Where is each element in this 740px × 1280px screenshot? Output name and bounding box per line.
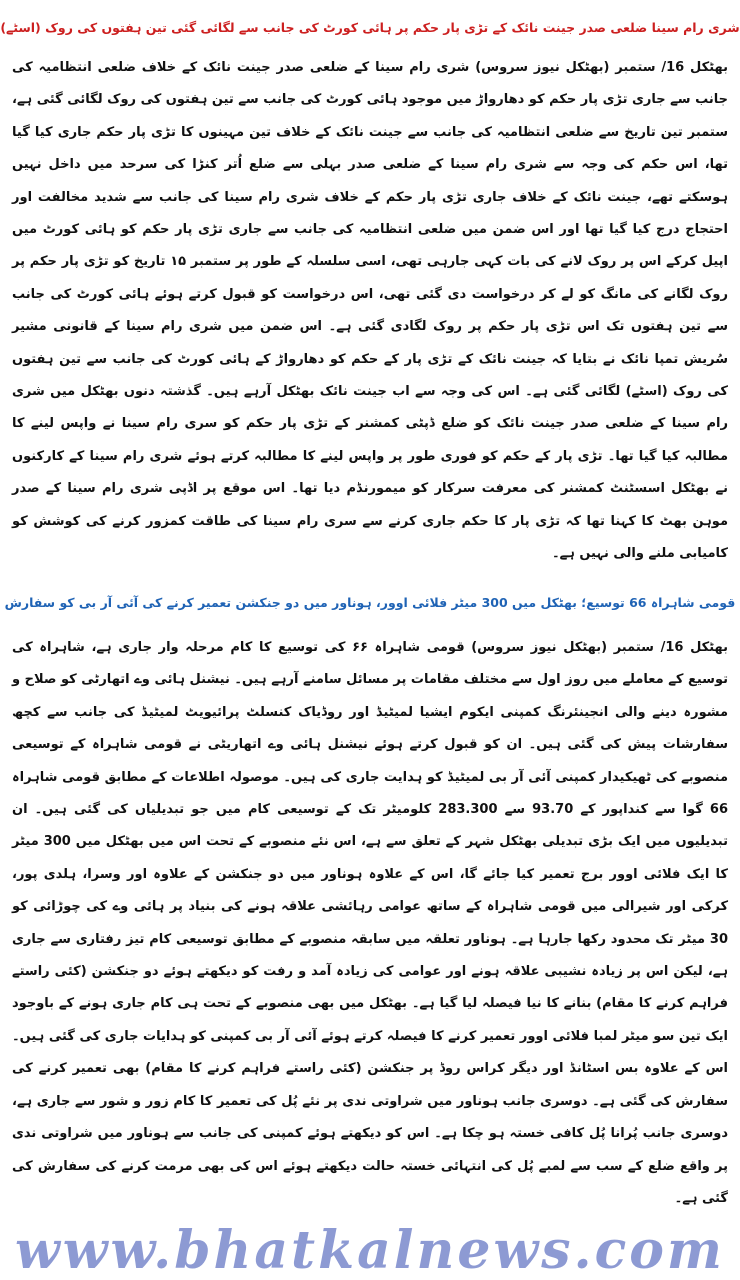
article1-paragraph: بھٹکل 16/ ستمبر (بھٹکل نیوز سروس) شری رام سینا کے ضلعی صدر جینت نائک کے خلاف ضلعی انتظامیہ کی جانب سے جاری تڑی پار حکم کو دھارواڑ میں موجود ہائی کورٹ کی جانب سے تین ہفتوں کی روک لگائی گئی ہے، ستمبر تین تاریخ سے ضلعی انتظامیہ کی جانب سے جینت نائک کے خلاف تین مہینوں کا تڑی پار حکم جاری کیا گیا تھا، اس حکم کی وجہ سے شری رام سینا کے ضلعی صدر بہلی سے ضلع اُتر کنڑا کی سرحد میں داخل نہیں ہوسکتے تھے، جینت نائک کے خلاف جاری تڑی پار حکم کے خلاف شری رام سینا کی جانب سے شدید مخالفت اور احتجاج درج کیا گیا تھا اور اس ضمن میں ضلعی انتظامیہ کی جانب سے جاری تڑی پار حکم کو ہائی کورٹ میں اپیل کرکے اس پر روک لانے کی بات کہی جارہی تھی، اسی سلسلہ کے طور پر ستمبر ۱۵ تاریخ کو تڑی پار حکم پر روک لگانے کی مانگ کو لے کر درخواست دی گئی تھی، اس درخواست کو قبول کرتے ہوئے ہائی کورٹ کی جانب سے تین ہفتوں تک اس تڑی پار حکم پر روک لگادی گئی ہے۔ اس ضمن میں شری رام سینا کے قانونی مشیر سُریش تمپا نائک نے بتایا کہ جینت نائک کے تڑی پار کے حکم کو دھارواڑ کے ہائی کورٹ کی جانب سے تین ہفتوں کی روک (اسٹے) لگائی گئی ہے۔ اس کی وجہ سے اب جینت نائک بھٹکل آرہے ہیں۔ گذشتہ دنوں بھٹکل میں شری رام سینا کے ضلعی صدر جینت نائک کو ضلع ڈپٹی کمشنر کے تڑی پار حکم کو سری رام سینا نے واپس لینے کا مطالبہ کیا گیا تھا۔ تڑی پار کے حکم کو فوری طور پر واپس لینے کا مطالبہ کرتے ہوئے شری رام سینا کے کارکنوں نے بھٹکل اسسٹنٹ کمشنر کی معرفت سرکار کو میمورنڈم دیا تھا۔ اس موقع پر اڈپی شری رام سینا کے صدر موہن بھٹ کا کہنا تھا کہ تڑی پار کا حکم جاری کرنے سے سری رام سینا کی طاقت کمزور کرنے کی کوشش کو کامیابی ملنے والی نہیں ہے۔ <box>12 60 728 562</box>
article1-body <box>12 52 728 578</box>
article2-headline: قومی شاہراہ 66 توسیع؛ بھٹکل میں 300 میٹر فلائی اوور، ہوناور میں دو جنکشن تعمیر کرنے کی آئی آر بی کو سفارش <box>4 595 736 610</box>
article2-body <box>12 632 728 1222</box>
article2-paragraph: بھٹکل 16/ ستمبر (بھٹکل نیوز سروس) قومی شاہراہ ۶۶ کی توسیع کا کام مرحلہ وار جاری ہے، شاہراہ کی توسیع کے معاملے میں روز اول سے مختلف مقامات پر مسائل سامنے آرہے ہیں۔ نیشنل ہائی وے اتھارٹی کو صلاح و مشورہ دینے والی انجینئرنگ کمپنی ایکوم ایشیا لمیٹیڈ اور روڈیاک کنسلٹ پرائیویٹ لمیٹیڈ کی جانب سے کچھ سفارشات پیش کی گئی ہیں۔ ان کو قبول کرتے ہوئے نیشنل ہائی وے اتھاریٹی نے قومی شاہراہ کے توسیعی منصوبے کی ٹھیکیدار کمپنی آئی آر بی لمیٹیڈ کو ہدایت جاری کی ہیں۔ موصولہ اطلاعات کے مطابق قومی شاہراہ 66 گوا سے کنداپور کے 93.70 سے 283.300 کلومیٹر تک کے توسیعی کام میں جو تبدیلیاں کی گئی ہیں۔ ان تبدیلیوں میں ایک بڑی تبدیلی بھٹکل شہر کے تعلق سے ہے، اس نئے منصوبے کے تحت اس میں بھٹکل میں 300 میٹر کا ایک فلائی اوور برج تعمیر کیا جائے گا، اس کے علاوہ ہوناور میں دو جنکشن کے علاوہ اور وسرا، ہلدی پور، کرکی اور شیرالی میں قومی شاہراہ کے ساتھ عوامی رہائشی علاقہ ہونے کی بنیاد پر ہائی وے کی چوڑائی کو 30 میٹر تک محدود رکھا جارہا ہے۔ ہوناور تعلقہ میں سابقہ منصوبے کے مطابق توسیعی کام تیز رفتاری سے جاری ہے، لیکن اس پر زیادہ نشیبی علاقہ ہونے اور عوامی کی زیادہ آمد و رفت کو دیکھتے ہوئے دو جنکشن (کئی راستے فراہم کرنے کا مقام) بنانے کا نیا فیصلہ لیا گیا ہے۔ بھٹکل میں بھی منصوبے کے تحت ہی کام جاری ہونے کے باوجود ایک تین سو میٹر لمبا فلائی اوور تعمیر کرنے کا فیصلہ کرتے ہوئے آئی آر بی کمپنی کو ہدایات جاری کی گئی ہیں۔ اس کے علاوہ بس اسٹانڈ اور دیگر کراس روڈ پر جنکشن (کئی راستے فراہم کرنے کا مقام) بھی تعمیر کرنے کی سفارش کی گئی ہے۔ دوسری جانب ہوناور میں شراوتی ندی پر نئے پُل کی تعمیر کا کام زور و شور سے جاری ہے، دوسری جانب پُرانا پُل کافی خستہ ہو چکا ہے۔ اس کو دیکھتے ہوئے کمپنی کی جانب سے ہوناور میں شراوتی ندی پر واقع ضلع کے سب سے لمبے پُل کی انتہائی خستہ حالت دیکھتے ہوئے اس کی بھی مرمت کرنے کی سفارش کی گئی ہے۔ <box>12 640 729 1206</box>
site-watermark: www.bhatkalnews.com <box>15 1222 725 1280</box>
article1-headline: شری رام سینا ضلعی صدر جینت نائک کے تڑی پار حکم پر ہائی کورٹ کی جانب سے لگائی گئی تین ہفتوں کی روک (اسٹے) <box>0 20 740 35</box>
